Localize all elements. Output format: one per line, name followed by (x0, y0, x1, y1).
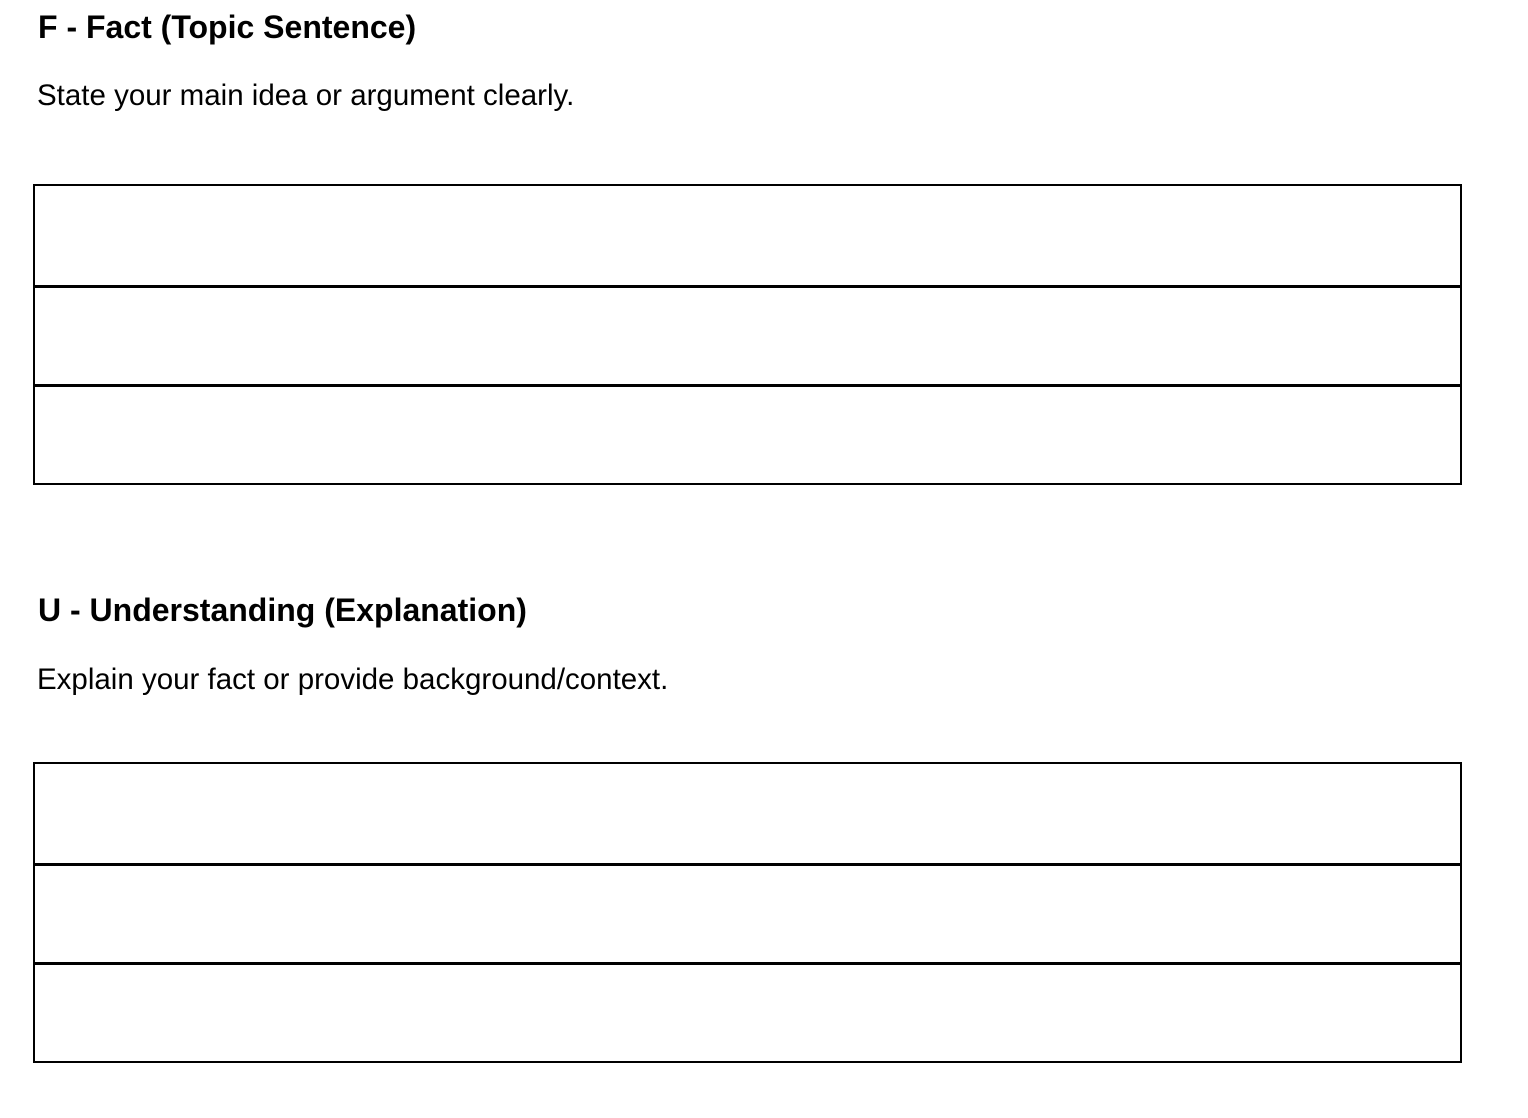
understanding-section-heading: U - Understanding (Explanation) (38, 592, 527, 628)
understanding-answer-cell-3[interactable] (35, 962, 1460, 1061)
understanding-section-instruction: Explain your fact or provide background/context. (37, 663, 669, 696)
understanding-answer-cell-2[interactable] (35, 863, 1460, 962)
fact-section-heading: F - Fact (Topic Sentence) (38, 9, 417, 45)
fact-answer-cell-3[interactable] (35, 384, 1460, 483)
understanding-answer-cell-1[interactable] (35, 764, 1460, 863)
fact-answer-table (33, 184, 1462, 485)
fact-answer-cell-1[interactable] (35, 186, 1460, 285)
section-understanding (0, 591, 1528, 1063)
section-fact (0, 8, 1528, 485)
understanding-answer-table (33, 762, 1462, 1063)
fact-answer-cell-2[interactable] (35, 285, 1460, 384)
fact-section-instruction: State your main idea or argument clearly. (37, 79, 575, 112)
